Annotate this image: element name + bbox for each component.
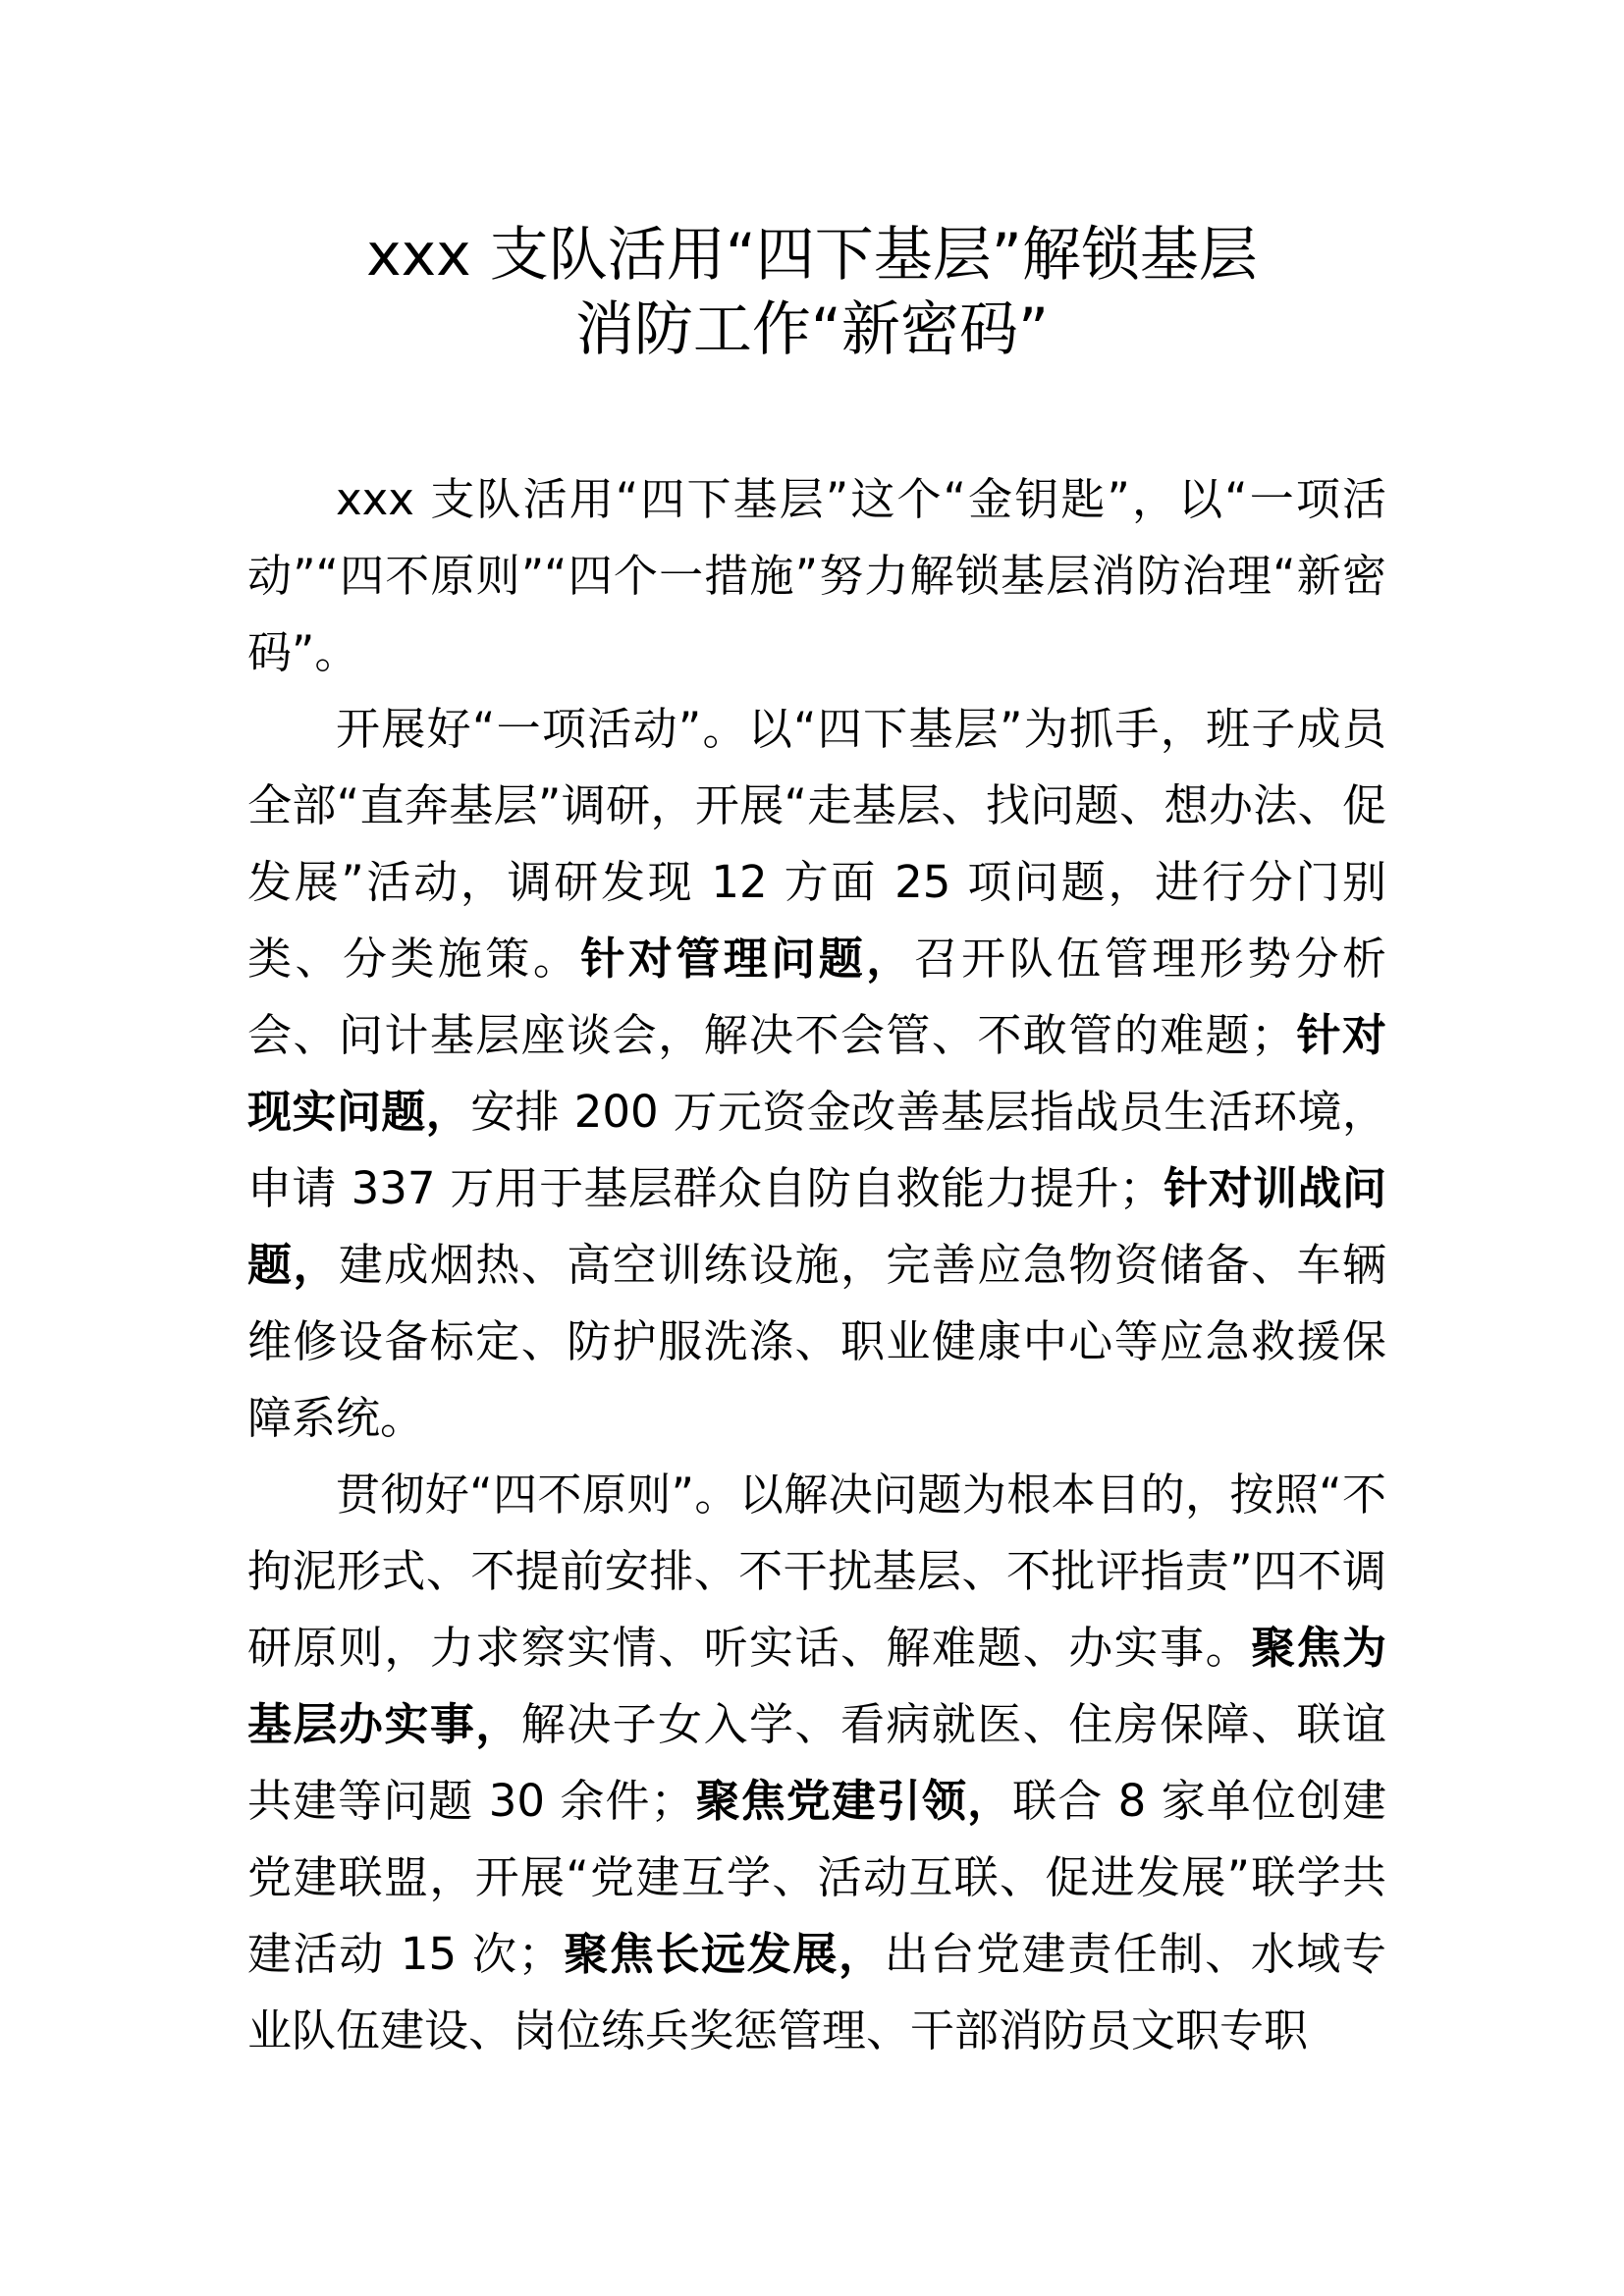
document-title (196, 218, 1428, 367)
paragraph (247, 461, 1386, 691)
paragraph (247, 1457, 1386, 2069)
paragraph-text: xxx 支队活用“四下基层”这个“金钥匙”，以“一项活动”“四不原则”“四个一措施”努力解锁基层消防治理“新密码”。 (247, 473, 1386, 678)
paragraph-text: 安排 200 万元资金改善基层指战员生活环境，申请 337 万用于基层群众自防自救能力提升； (247, 1086, 1386, 1214)
bold-heading-phrase: 针对管理问题， (580, 933, 914, 985)
paragraph-text: 开展好“一项活动”。以“四下基层”为抓手，班子成员全部“直奔基层”调研，开展“走基层、找问题、想办法、促发展”活动，调研发现 12 方面 25 项问题，进行分门别类、分类施策。 (247, 703, 1386, 985)
paragraph-text: 解决子女入学、看病就医、住房保障、联谊共建等问题 30 余件； (247, 1698, 1386, 1827)
title-line-1: xxx 支队活用“四下基层”解锁基层 (366, 221, 1258, 290)
bold-heading-phrase: 聚焦党建引领， (694, 1775, 1013, 1827)
document-body (247, 461, 1386, 2069)
paragraph-text: 联合 8 家单位创建党建联盟，开展“党建互学、活动互联、促进发展”联学共建活动 15 次； (247, 1775, 1386, 1980)
paragraph-text: 出台党建责任制、水域专业队伍建设、岗位练兵奖惩管理、干部消防员文职专职 (247, 1928, 1386, 2056)
paragraph-text: 召开队伍管理形势分析会、问计基层座谈会，解决不会管、不敢管的难题； (247, 933, 1386, 1061)
paragraph-text: 建成烟热、高空训练设施，完善应急物资储备、车辆维修设备标定、防护服洗涤、职业健康中心等应急救援保障系统。 (247, 1239, 1386, 1444)
bold-heading-phrase: 聚焦长远发展， (562, 1928, 885, 1980)
paragraph (247, 691, 1386, 1457)
bold-heading-phrase: 聚焦为基层办实事， (247, 1622, 1386, 1750)
paragraph-text: 贯彻好“四不原则”。以解决问题为根本目的，按照“不拘泥形式、不提前安排、不干扰基层、不批评指责”四不调研原则，力求察实情、听实话、解难题、办实事。 (247, 1468, 1386, 1674)
title-line-2: 消防工作“新密码” (574, 295, 1050, 364)
bold-heading-phrase: 针对训战问题， (247, 1162, 1386, 1291)
bold-heading-phrase: 针对现实问题， (247, 1009, 1386, 1138)
